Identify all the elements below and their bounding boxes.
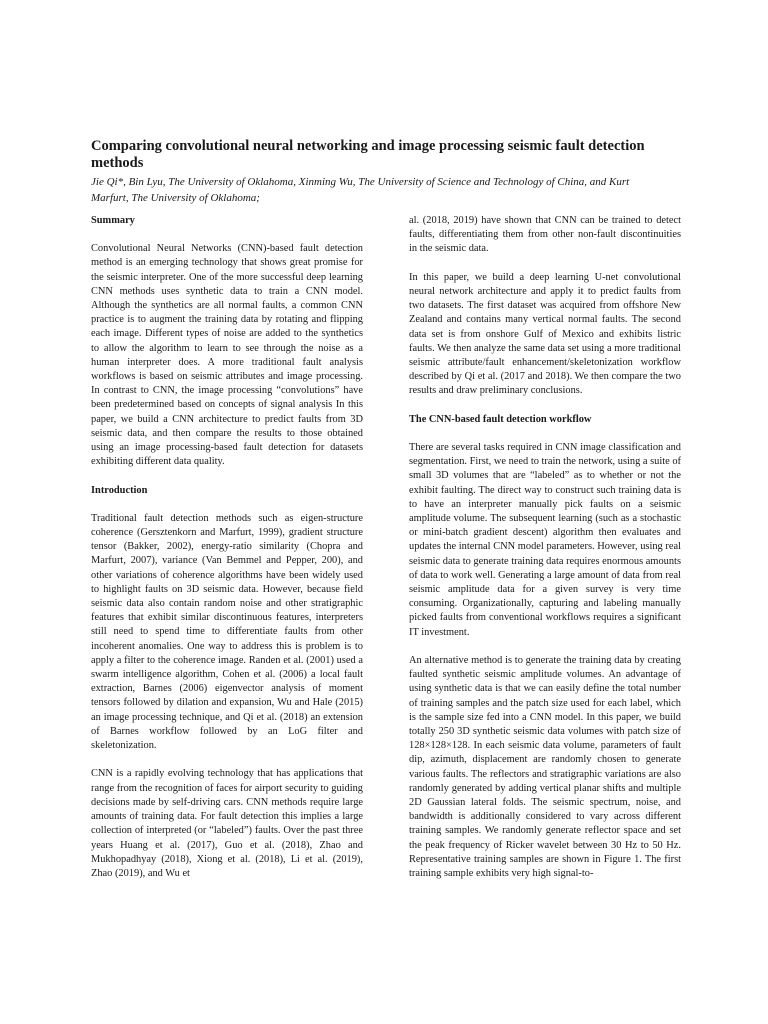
right-column — [409, 214, 681, 895]
introduction-continuation: al. (2018, 2019) have shown that CNN can be trained to detect faults, differentiating them from other non-fault discontinuities in the seismic data. — [409, 215, 681, 255]
workflow-heading: The CNN-based fault detection workflow — [409, 413, 592, 425]
left-column — [91, 214, 363, 895]
introduction-paragraph-3: In this paper, we build a deep learning U-net convolutional neural network architecture and apply it to predict faults from two datasets. The first dataset was acquired from offshore New Zealand and contains many vertical normal faults. The second data set is from onshore Gulf of Mexico and exhibits listric faults. We then analyze the same data set using a more traditional seismic attribute/fault enhancement/skeletonization workflow described by Qi et al. (2017 and 2018). We then compare the two results and draw preliminary conclusions. — [409, 271, 681, 397]
workflow-paragraph-2: An alternative method is to generate the training data by creating faulted synthetic seismic amplitude volumes. An advantage of using synthetic data is that we can easily define the total number of training samples and the patch size used for each label, which is the sample size fed into a CNN model. In this paper, we build totally 250 3D synthetic seismic data volumes with patch size of 128×128×128. In each seismic data volume, parameters of fault dip, azimuth, displacement are randomly chosen to generate various faults. The reflectors and stratigraphic variations are also randomly generated by adding vertical planar shifts and multiple 2D Gaussian lateral folds. The seismic spectrum, noise, and bandwidth is additionally considered to vary across different training samples. We randomly generate reflector space and set the peak frequency of Ricker wavelet between 30 Hz to 50 Hz. Representative training samples are shown in Figure 1. The first training sample exhibits very high signal-to- — [409, 655, 681, 880]
introduction-heading: Introduction — [91, 484, 148, 496]
author-line: Jie Qi*, Bin Lyu, The University of Oklahoma, Xinming Wu, The University of Science and Technology of China, and Kurt Marfurt, The University of Oklahoma; — [91, 176, 630, 204]
workflow-paragraph-1: There are several tasks required in CNN image classification and segmentation. First, we need to train the network, using a suite of small 3D volumes that are “labeled” as to whether or not the exhibit faulting. The direct way to construct such training data is to have an interpreter manually pick faults on a seismic amplitude volume. The subsequent learning (such as a stochastic or mini-batch gradient descent) algorithm then evaluates and updates the internal CNN model parameters. However, using real seismic data to generate training data requires enormous amounts of data to work well. Generating a large amount of data from real seismic amplitude data for a given survey is very time consuming. Organizationally, capturing and labeling manually picked faults from conventional workflows requires a significant IT investment. — [409, 442, 681, 638]
introduction-paragraph-1: Traditional fault detection methods such as eigen-structure coherence (Gersztenkorn and Marfurt, 1999), gradient structure tensor (Bakker, 2002), energy-ratio similarity (Chopra and Marfurt, 2007), variance (Van Bemmel and Pepper, 200), and other variations of coherence algorithms have been widely used to highlight faults on 3D seismic data. However, because field seismic data also contain random noise and other stratigraphic features that exhibit similar discontinuous features, interpreters still need to spend time to differentiate faults from other incoherent anomalies. One way to address this is problem is to apply a filter to the coherence image. Randen et al. (2001) used a swarm intelligence algorithm, Cohen et al. (2006) a local fault extraction, Barnes (2006) eigenvector analysis of moment tensors followed by dilation and expansion, Wu and Hale (2015) an image processing technique, and Qi et al. (2018) an extension of Barnes workflow followed by an LoG filter and skeletonization. — [91, 512, 363, 752]
summary-paragraph: Convolutional Neural Networks (CNN)-based fault detection method is an emerging technology that shows great promise for the seismic interpreter. One of the more successful deep learning CNN methods uses synthetic data to train a CNN model. Although the synthetics are all normal faults, a common CNN practice is to augment the training data by rotating and flipping each image. Different types of noise are added to the synthetics to allow the algorithm to learn to see through the noise as a human interpreter does. A more traditional fault analysis workflows is based on seismic attributes and image processing. In contrast to CNN, the image processing “convolutions” have been predetermined based on concepts of signal analysis In this paper, we build a CNN architecture to predict faults from 3D seismic data, and then compare the results to those obtained using an image processing-based fault detection for datasets exhibiting different data quality. — [91, 243, 363, 468]
summary-heading: Summary — [91, 215, 135, 226]
paper-title: Comparing convolutional neural networking and image processing seismic fault detection methods — [91, 138, 645, 171]
introduction-paragraph-2: CNN is a rapidly evolving technology that has applications that range from the recognition of faces for airport security to guiding decisions made by self-driving cars. CNN methods require large amounts of training data. For fault detection this implies a large collection of interpreted (or “labeled”) faults. Over the past three years Huang et al. (2017), Guo et al. (2018), Zhao and Mukhopadhyay (2018), Xiong et al. (2018), Li et al. (2019), Zhao (2019), and Wu et — [91, 768, 363, 879]
